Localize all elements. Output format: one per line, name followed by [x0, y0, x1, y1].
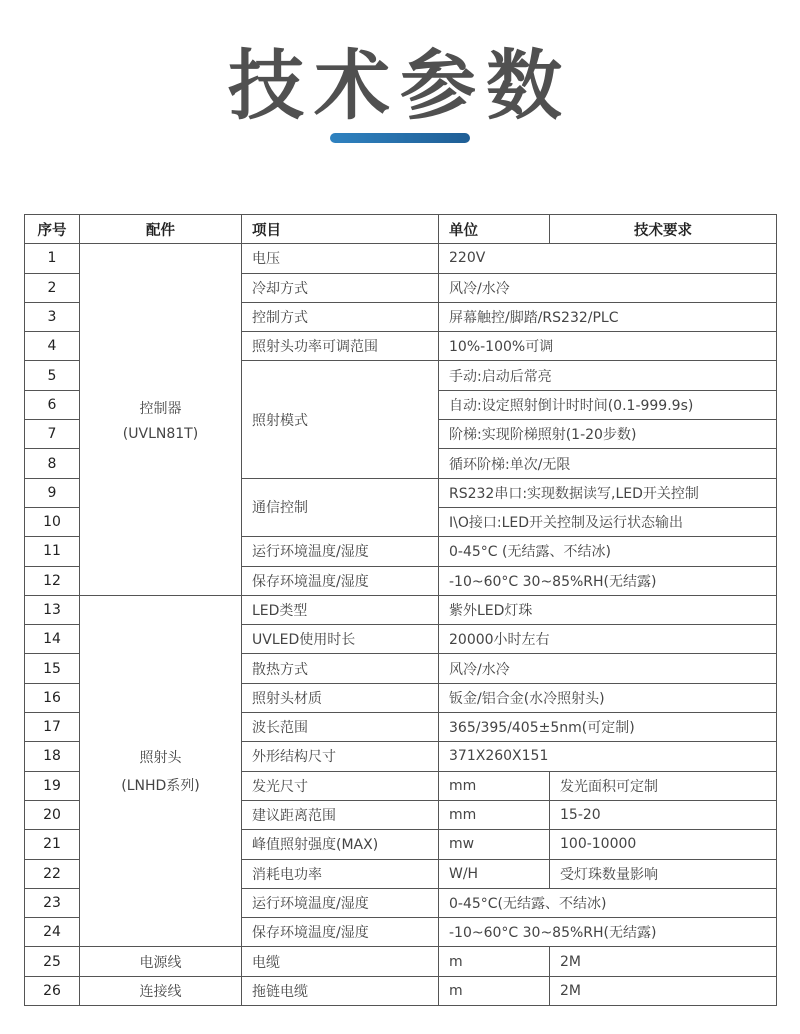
item-value: 0-45°C (无结露、不结冰): [439, 537, 777, 566]
row-number: 7: [25, 420, 80, 449]
header-part: 配件: [80, 215, 242, 244]
table-row: [25, 947, 777, 976]
row-number: 14: [25, 625, 80, 654]
item-name: 保存环境温度/湿度: [242, 566, 439, 595]
item-name: 电缆: [242, 947, 439, 976]
part-controller: [80, 244, 242, 596]
item-name: 运行环境温度/湿度: [242, 537, 439, 566]
item-value: 钣金/铝合金(水冷照射头): [439, 683, 777, 712]
header-requirement: 技术要求: [550, 215, 777, 244]
row-number: 3: [25, 302, 80, 331]
item-unit: m: [439, 976, 550, 1005]
item-name: 拖链电缆: [242, 976, 439, 1005]
item-value: -10~60°C 30~85%RH(无结露): [439, 566, 777, 595]
row-number: 25: [25, 947, 80, 976]
row-number: 16: [25, 683, 80, 712]
spec-table: [24, 214, 777, 1006]
header-item: 项目: [242, 215, 439, 244]
item-value: 365/395/405±5nm(可定制): [439, 713, 777, 742]
item-name: 照射头材质: [242, 683, 439, 712]
item-value: 10%-100%可调: [439, 332, 777, 361]
item-value: 发光面积可定制: [550, 771, 777, 800]
part-name: 照射头: [139, 750, 182, 767]
item-value: RS232串口:实现数据读写,LED开关控制: [439, 478, 777, 507]
item-name: 消耗电功率: [242, 859, 439, 888]
item-name: 峰值照射强度(MAX): [242, 830, 439, 859]
header-index: 序号: [25, 215, 80, 244]
item-name: 发光尺寸: [242, 771, 439, 800]
part-model: (UVLN81T): [122, 425, 199, 442]
item-value: I\O接口:LED开关控制及运行状态输出: [439, 507, 777, 536]
row-number: 11: [25, 537, 80, 566]
table-row: [25, 595, 777, 624]
row-number: 23: [25, 888, 80, 917]
item-value: 2M: [550, 947, 777, 976]
title-underline: [330, 133, 470, 143]
row-number: 10: [25, 507, 80, 536]
item-value: 自动:设定照射倒计时时间(0.1-999.9s): [439, 390, 777, 419]
item-name: 通信控制: [242, 478, 439, 537]
header-unit: 单位: [439, 215, 550, 244]
item-name: LED类型: [242, 595, 439, 624]
item-value: 紫外LED灯珠: [439, 595, 777, 624]
item-value: 2M: [550, 976, 777, 1005]
row-number: 5: [25, 361, 80, 390]
item-value: 手动:启动后常亮: [439, 361, 777, 390]
item-value: 0-45°C(无结露、不结冰): [439, 888, 777, 917]
item-unit: mw: [439, 830, 550, 859]
row-number: 15: [25, 654, 80, 683]
item-name: 保存环境温度/湿度: [242, 918, 439, 947]
row-number: 12: [25, 566, 80, 595]
part-name: 控制器: [139, 400, 182, 417]
item-value: 风冷/水冷: [439, 654, 777, 683]
item-name: 运行环境温度/湿度: [242, 888, 439, 917]
row-number: 19: [25, 771, 80, 800]
item-value: 屏幕触控/脚踏/RS232/PLC: [439, 302, 777, 331]
row-number: 21: [25, 830, 80, 859]
row-number: 18: [25, 742, 80, 771]
row-number: 20: [25, 800, 80, 829]
row-number: 6: [25, 390, 80, 419]
item-name: 电压: [242, 244, 439, 273]
item-unit: m: [439, 947, 550, 976]
item-name: 散热方式: [242, 654, 439, 683]
item-value: 循环阶梯:单次/无限: [439, 449, 777, 478]
item-name: 照射头功率可调范围: [242, 332, 439, 361]
item-name: 建议距离范围: [242, 800, 439, 829]
page-title: 技术参数: [228, 41, 572, 130]
item-name: 外形结构尺寸: [242, 742, 439, 771]
item-value: 371X260X151: [439, 742, 777, 771]
row-number: 24: [25, 918, 80, 947]
row-number: 22: [25, 859, 80, 888]
row-number: 17: [25, 713, 80, 742]
table-header-row: [25, 215, 777, 244]
row-number: 1: [25, 244, 80, 273]
item-name: 控制方式: [242, 302, 439, 331]
item-name: UVLED使用时长: [242, 625, 439, 654]
item-unit: mm: [439, 800, 550, 829]
row-number: 2: [25, 273, 80, 302]
part-power-cable: 电源线: [80, 947, 242, 976]
row-number: 13: [25, 595, 80, 624]
row-number: 4: [25, 332, 80, 361]
row-number: 26: [25, 976, 80, 1005]
row-number: 8: [25, 449, 80, 478]
item-name: 照射模式: [242, 361, 439, 478]
item-value: 受灯珠数量影响: [550, 859, 777, 888]
table-row: [25, 976, 777, 1005]
part-link-cable: 连接线: [80, 976, 242, 1005]
item-name: 波长范围: [242, 713, 439, 742]
row-number: 9: [25, 478, 80, 507]
table-row: [25, 244, 777, 273]
item-unit: mm: [439, 771, 550, 800]
item-value: 220V: [439, 244, 777, 273]
part-model: (LNHD系列): [121, 778, 200, 795]
item-value: 风冷/水冷: [439, 273, 777, 302]
item-unit: W/H: [439, 859, 550, 888]
item-value: 20000小时左右: [439, 625, 777, 654]
item-value: 15-20: [550, 800, 777, 829]
item-value: 100-10000: [550, 830, 777, 859]
item-name: 冷却方式: [242, 273, 439, 302]
part-head: [80, 595, 242, 947]
item-value: 阶梯:实现阶梯照射(1-20步数): [439, 420, 777, 449]
item-value: -10~60°C 30~85%RH(无结露): [439, 918, 777, 947]
